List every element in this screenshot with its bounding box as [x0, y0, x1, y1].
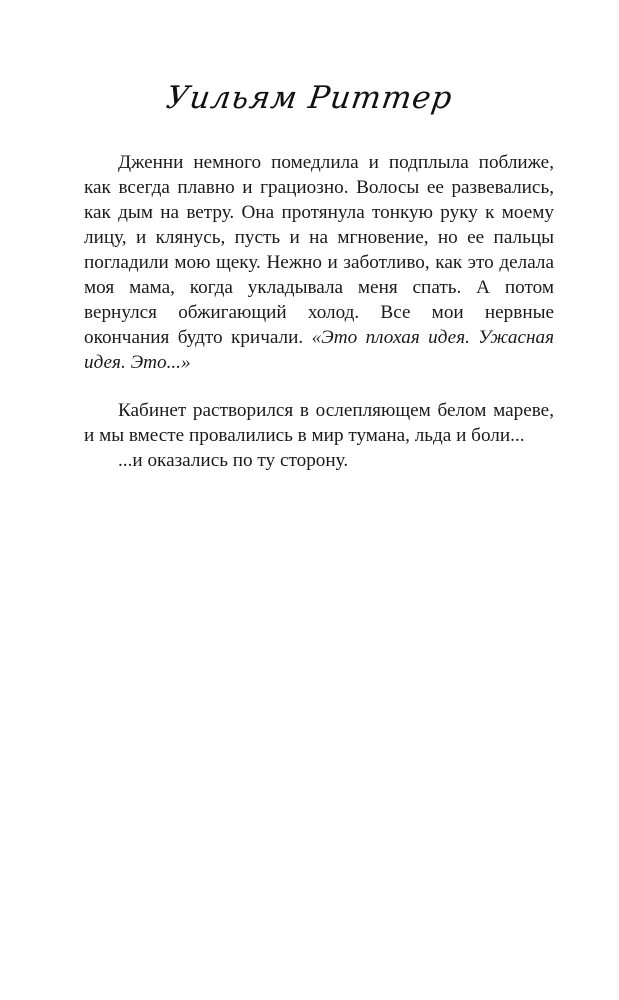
paragraph-1-text: Дженни немного помедлила и подплыла поближе, как всегда плавно и грациозно. Волосы ее развевались, как дым на ветру. Она протянула тонкую руку к моему лицу, и клянусь, пусть и на мгновение, но ее пальцы погладили мою щеку. Нежно и заботливо, как это делала моя мама, когда укладывала меня спать. А потом вернулся обжигающий холод. Все мои нервные окончания будто кричали. — [84, 152, 554, 348]
running-head-author: Уильям Риттер — [164, 80, 455, 116]
paragraph-3: ...и оказались по ту сторону. — [118, 450, 349, 471]
paragraph-1-italic-quote: «Это плохая идея. Ужасная идея. Это...» — [84, 327, 554, 373]
body-text — [84, 150, 554, 473]
paragraph-2: Кабинет растворился в ослепляющем белом мареве, и мы вместе провалились в мир тумана, льда и боли... — [84, 400, 554, 446]
paragraph-1 — [84, 150, 554, 375]
